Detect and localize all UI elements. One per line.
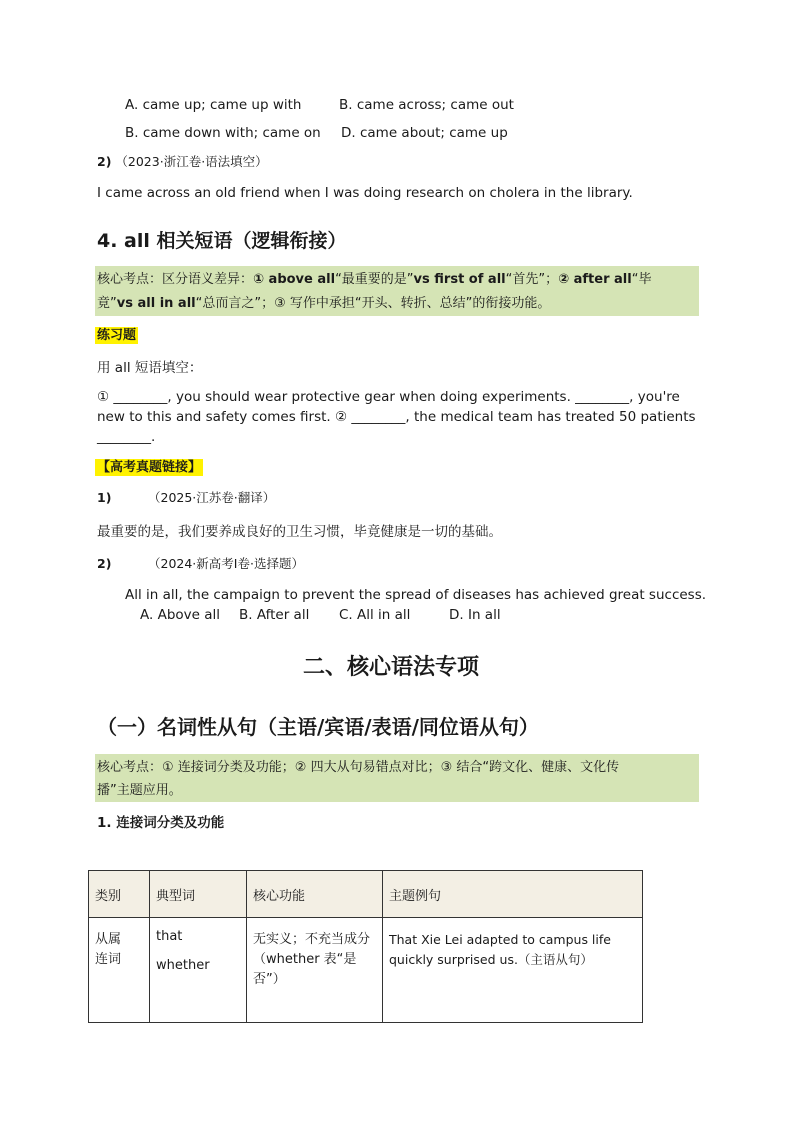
word-whether: whether [156,958,210,973]
table-cell-example: That Xie Lei adapted to campus life quickly surprised us.（主语从句） [383,918,643,1023]
exam2-text: All in all, the campaign to prevent the spread of diseases has achieved great success. [125,587,707,603]
key-point-above-all: ① above all [253,272,336,287]
exam2-number: 2) [97,556,112,571]
q3-item2-number: 2) [97,154,112,169]
exam2-option-c: C. All in all [339,607,411,623]
table-header-category: 类别 [89,871,150,918]
key-point-line-1 [97,268,651,287]
word-that: that [156,929,183,944]
key-point-first-of-all-meaning: “首先”； [505,272,559,287]
table-header-function: 核心功能 [247,871,383,918]
exam2-source: （2024·新高考Ⅰ卷·选择题） [148,556,304,571]
q3-item2-line [97,152,268,170]
option-b: B. came across; came out [339,97,514,113]
table-header-row [89,871,643,918]
table-row [89,918,643,1023]
table-header-words: 典型词 [150,871,247,918]
option-d: D. came about; came up [341,125,508,141]
option-c: B. came down with; came on [125,125,321,141]
exam2-option-a: A. Above all [140,607,221,623]
key-point-all-in-all: vs all in all [116,296,196,311]
table-header-example: 主题例句 [383,871,643,918]
exam-link-tag: 【高考真题链接】 [97,460,202,475]
key-point-label: 核心考点：区分语义差异： [97,272,254,287]
category-line-2: 连词 [95,952,122,967]
part2-key-point-line-2: 播”主题应用。 [97,783,182,798]
exam1-number: 1) [97,490,112,505]
table-cell-words [150,918,247,1023]
key-point-after-all-meaning-end: 竟” [97,296,117,311]
section4-heading: 4. all 相关短语（逻辑衔接） [97,230,347,252]
part2-subtitle: （一）名词性从句（主语/宾语/表语/同位语从句） [97,715,539,739]
point1-heading: 1. 连接词分类及功能 [97,815,225,831]
part2-title: 二、核心语法专项 [303,655,480,680]
key-point-summary: “总而言之”；③ 写作中承担“开头、转折、总结”的衔接功能。 [195,296,551,311]
key-point-above-all-meaning: “最重要的是” [335,272,414,287]
category-line-1: 从属 [95,932,122,947]
practice-tag: 练习题 [97,328,137,343]
key-point-after-all-meaning: “毕 [631,272,652,287]
exam2-option-d: D. In all [449,607,501,623]
key-point-after-all: ② after all [558,272,632,287]
key-point-line-2 [97,292,550,311]
table-cell-category [89,918,150,1023]
exam2-option-b: B. After all [239,607,310,623]
exam1-source: （2025·江苏卷·翻译） [148,490,276,505]
part2-key-point-line-1: 核心考点：① 连接词分类及功能；② 四大从句易错点对比；③ 结合“跨文化、健康、文化传 [97,760,620,775]
q3-item2-sentence: I came across an old friend when I was doing research on cholera in the library. [97,185,633,201]
conjunction-table [88,870,643,1023]
table-cell-function: 无实义；不充当成分（whether 表“是否”） [247,918,383,1023]
option-a: A. came up; came up with [125,97,302,113]
q3-item2-source: （2023·浙江卷·语法填空） [115,154,268,169]
practice-text: ① ________, you should wear protective gear when doing experiments. ________, you're new to this and safety comes first. ② ________, the medical team has treated 50 patients ________. [97,389,696,445]
practice-instruction: 用 all 短语填空： [97,360,203,376]
exam1-text: 最重要的是，我们要养成良好的卫生习惯，毕竟健康是一切的基础。 [97,524,502,540]
key-point-first-of-all: vs first of all [413,272,506,287]
